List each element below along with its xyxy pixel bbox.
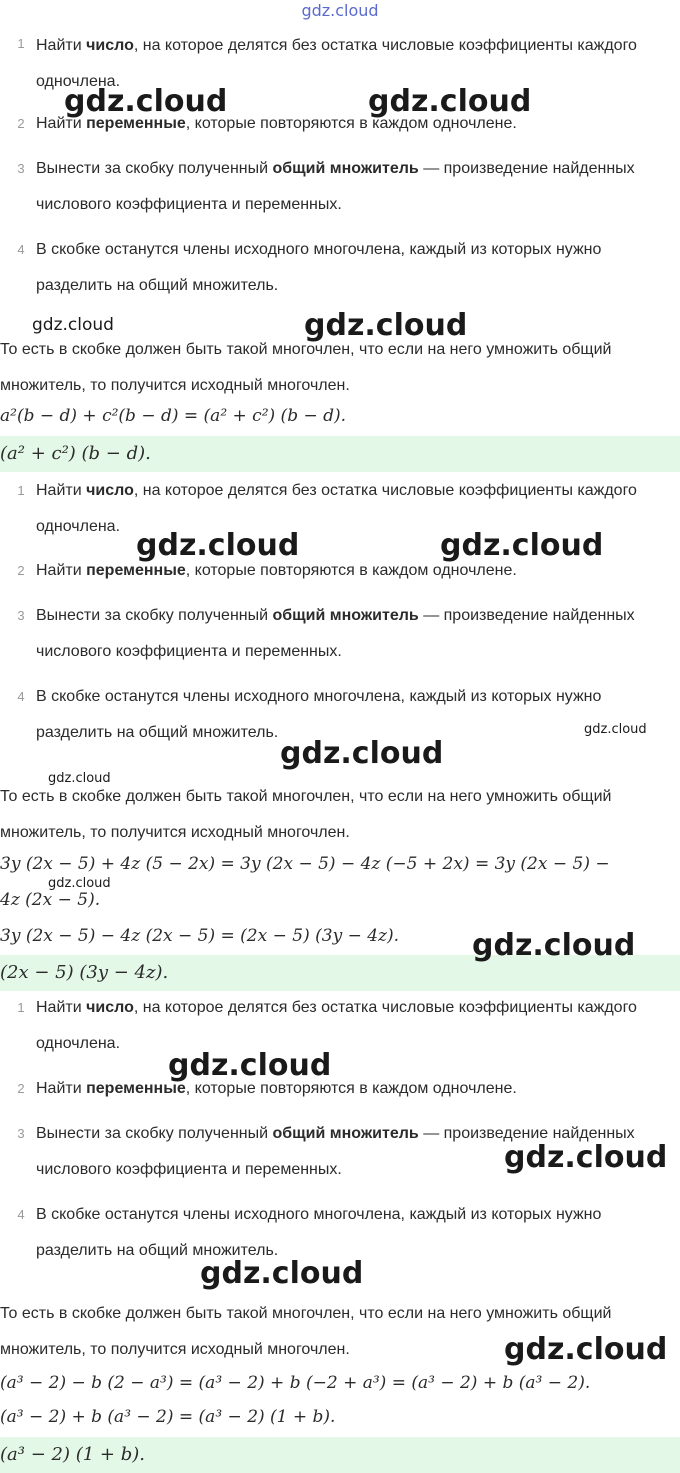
step-text: Вынести за скобку полученный общий множитель — произведение найденных числового коэффициента и переменных. xyxy=(36,607,635,660)
answer-box: (a³ − 2) (1 + b). xyxy=(0,1437,680,1473)
watermark: gdz.cloud xyxy=(280,736,444,771)
step-number: 3 xyxy=(17,608,25,623)
step-text: В скобке останутся члены исходного многочлена, каждый из которых нужно разделить на общий множитель. xyxy=(36,241,602,294)
step-text: Вынести за скобку полученный общий множитель — произведение найденных числового коэффициента и переменных. xyxy=(36,160,635,213)
step-text: В скобке останутся члены исходного многочлена, каждый из которых нужно разделить на общий множитель. xyxy=(36,1206,602,1259)
watermark: gdz.cloud xyxy=(200,1256,364,1291)
step-text: В скобке останутся члены исходного многочлена, каждый из которых нужно разделить на общий множитель. xyxy=(36,688,602,741)
step-text: Найти число, на которое делятся без остатка числовые коэффициенты каждого одночлена. xyxy=(36,999,637,1052)
math-line: a²(b − d) + c²(b − d) = (a² + c²) (b − d). xyxy=(0,406,347,426)
explanation-text: То есть в скобке должен быть такой многочлен, что если на него умножить общий множитель, то получится исходный многочлен. xyxy=(0,341,612,394)
math-line: 3y (2x − 5) − 4z (2x − 5) = (2x − 5) (3y − 4z). xyxy=(0,926,400,946)
step-number: 1 xyxy=(17,1000,25,1015)
watermark: gdz.cloud xyxy=(64,84,228,119)
step-number: 3 xyxy=(17,161,25,176)
watermark: gdz.cloud xyxy=(368,84,532,119)
math-line: (a³ − 2) + b (a³ − 2) = (a³ − 2) (1 + b). xyxy=(0,1407,336,1427)
step-number: 4 xyxy=(17,242,25,257)
answer-box: (a² + c²) (b − d). xyxy=(0,436,680,472)
step-number: 4 xyxy=(17,689,25,704)
step-text: Найти число, на которое делятся без остатка числовые коэффициенты каждого одночлена. xyxy=(36,482,637,535)
watermark: gdz.cloud xyxy=(504,1332,668,1367)
step-number: 2 xyxy=(17,1081,25,1096)
watermark: gdz.cloud xyxy=(304,308,468,343)
explanation-text: То есть в скобке должен быть такой многочлен, что если на него умножить общий множитель, то получится исходный многочлен. xyxy=(0,788,612,841)
step-number: 2 xyxy=(17,116,25,131)
watermark: gdz.cloud xyxy=(168,1048,332,1083)
step-number: 1 xyxy=(17,483,25,498)
step-number: 1 xyxy=(17,36,25,51)
step-text: Найти переменные, которые повторяются в каждом одночлене. xyxy=(36,115,517,132)
header-watermark: gdz.cloud xyxy=(301,1,379,20)
explanation-text: То есть в скобке должен быть такой многочлен, что если на него умножить общий множитель, то получится исходный многочлен. xyxy=(0,1305,612,1358)
step-text: Найти переменные, которые повторяются в каждом одночлене. xyxy=(36,562,517,579)
watermark: gdz.cloud xyxy=(48,876,111,891)
step-number: 2 xyxy=(17,563,25,578)
watermark: gdz.cloud xyxy=(440,528,604,563)
watermark: gdz.cloud xyxy=(136,528,300,563)
watermark: gdz.cloud xyxy=(48,771,111,786)
math-line: 3y (2x − 5) + 4z (5 − 2x) = 3y (2x − 5) − 4z (−5 + 2x) = 3y (2x − 5) − xyxy=(0,854,610,874)
step-text: Найти переменные, которые повторяются в каждом одночлене. xyxy=(36,1080,517,1097)
step-text: Найти число, на которое делятся без остатка числовые коэффициенты каждого одночлена. xyxy=(36,37,637,90)
watermark: gdz.cloud xyxy=(32,315,114,335)
step-number: 4 xyxy=(17,1207,25,1222)
watermark: gdz.cloud xyxy=(584,722,647,737)
math-line: 4z (2x − 5). xyxy=(0,890,101,910)
watermark: gdz.cloud xyxy=(504,1140,668,1175)
math-line: (a³ − 2) − b (2 − a³) = (a³ − 2) + b (−2 + a³) = (a³ − 2) + b (a³ − 2). xyxy=(0,1373,591,1393)
watermark: gdz.cloud xyxy=(472,928,636,963)
step-number: 3 xyxy=(17,1126,25,1141)
step-text: Вынести за скобку полученный общий множитель — произведение найденных числового коэффициента и переменных. xyxy=(36,1125,635,1178)
answer-box: (2x − 5) (3y − 4z). xyxy=(0,955,680,991)
